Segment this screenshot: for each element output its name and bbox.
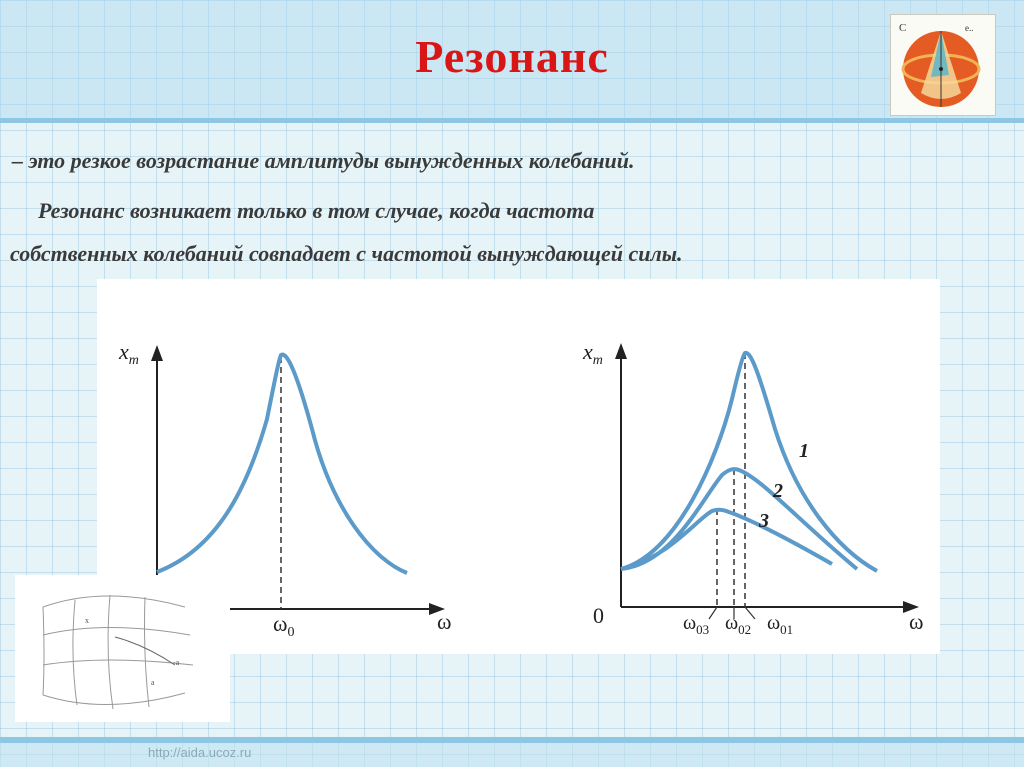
logo-label-c: C <box>899 22 907 34</box>
graph2-origin-label: 0 <box>593 603 604 628</box>
graph1-peak-label: $\omega_0$ <box>273 611 295 640</box>
header-divider <box>0 118 1024 123</box>
graph2-x-label: ω <box>909 609 924 634</box>
graph1-x-label: ω <box>437 609 452 634</box>
graph2-y-arrow-icon <box>615 343 627 359</box>
graph2-y-label: $x_m$ <box>583 339 603 368</box>
curve-label-3: 3 <box>759 510 769 532</box>
condition-text-line2: собственных колебаний совпадает с частотой вынуждающей силы. <box>10 241 683 266</box>
peak-label-03: $\omega_{03}$ <box>683 612 710 637</box>
curve-label-2: 2 <box>773 480 783 502</box>
logo-image <box>890 14 996 116</box>
peak-label-01: $\omega_{01}$ <box>767 612 794 637</box>
graph-damped-resonance <box>582 339 923 637</box>
logo-label-e: e.. <box>965 23 974 33</box>
curve-label-1: 1 <box>799 440 809 462</box>
graph2-curve-1 <box>621 353 877 571</box>
graph1-resonance-curve <box>157 355 407 573</box>
graph1-y-label: $x_m$ <box>119 339 139 368</box>
definition-text: – это резкое возрастание амплитуды вынужденных колебаний. <box>12 148 635 173</box>
globe-decoration <box>15 575 230 722</box>
sphere-logo-icon <box>891 15 995 115</box>
globe-grid-icon <box>15 575 230 722</box>
globe-label-a: a <box>151 678 155 687</box>
graph1-y-arrow-icon <box>151 345 163 361</box>
globe-label-x: x <box>85 616 89 625</box>
footer-url: http://aida.ucoz.ru <box>148 745 252 760</box>
condition-text-line1: Резонанс возникает только в том случае, когда частота <box>38 198 595 223</box>
globe-label-minus-a: -a <box>173 658 180 667</box>
peak-label-02: $\omega_{02}$ <box>725 612 752 637</box>
slide-title: Резонанс <box>415 31 609 82</box>
